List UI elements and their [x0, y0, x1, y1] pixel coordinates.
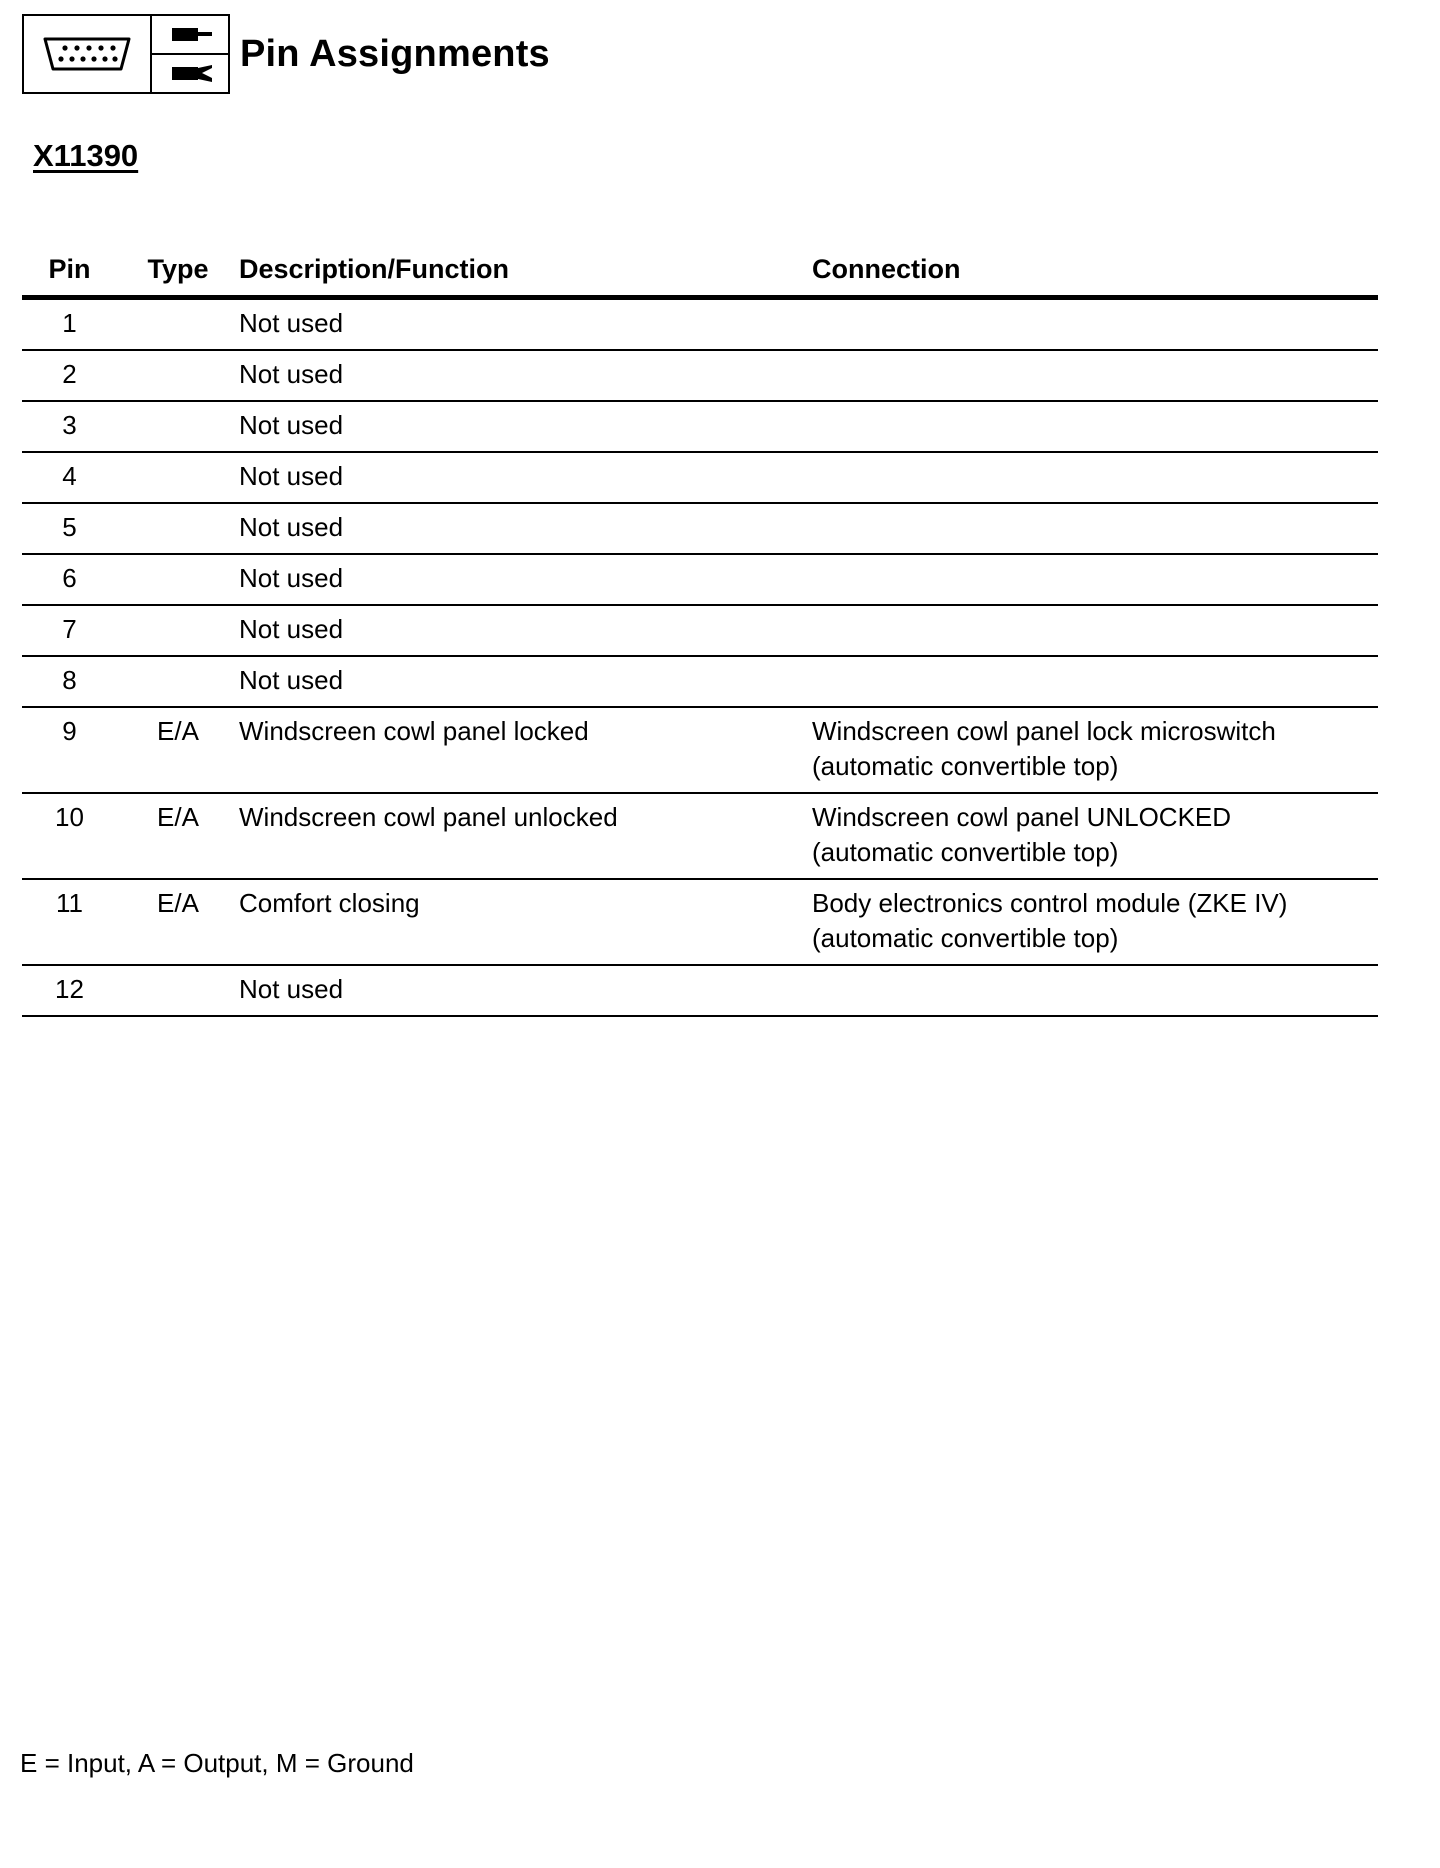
table-row: [22, 656, 1378, 707]
description-cell: [239, 298, 812, 351]
description-cell-text: Not used: [239, 308, 344, 338]
connection-cell: [812, 793, 1378, 879]
description-cell: [239, 350, 812, 401]
pin-direction-icon: [152, 16, 228, 92]
table-row: [22, 452, 1378, 503]
description-cell-text: Not used: [239, 359, 344, 389]
table-row: [22, 401, 1378, 452]
pin-cell-text: 1: [62, 308, 77, 338]
pin-cell: [22, 707, 117, 793]
type-legend: E = Input, A = Output, M = Ground: [20, 1748, 414, 1778]
pin-cell: [22, 452, 117, 503]
pin-cell: [22, 298, 117, 351]
connection-cell: [812, 879, 1378, 965]
type-cell: [117, 707, 239, 793]
pin-cell: [22, 554, 117, 605]
type-cell: [117, 879, 239, 965]
pin-cell: [22, 605, 117, 656]
pin-cell: [22, 656, 117, 707]
description-cell: [239, 401, 812, 452]
type-cell: [117, 298, 239, 351]
table-row: [22, 965, 1378, 1016]
pin-cell-text: 9: [62, 716, 77, 746]
description-cell-text: Not used: [239, 461, 344, 491]
description-cell-text: Not used: [239, 563, 344, 593]
connector-icon-box: [22, 14, 230, 94]
page-header: [22, 14, 550, 94]
type-cell: [117, 350, 239, 401]
description-cell-text: Not used: [239, 512, 344, 542]
pin-cell: [22, 793, 117, 879]
connection-note-text: (automatic convertible top): [812, 751, 1119, 781]
type-cell: [117, 656, 239, 707]
table-row: [22, 879, 1378, 965]
type-cell-text: E/A: [157, 802, 199, 832]
description-cell-text: Windscreen cowl panel locked: [239, 716, 589, 746]
connection-cell: [812, 605, 1378, 656]
connection-cell-text: Body electronics control module (ZKE IV): [812, 888, 1288, 918]
type-cell: [117, 554, 239, 605]
connection-cell: [812, 298, 1378, 351]
type-cell: [117, 793, 239, 879]
description-cell: [239, 452, 812, 503]
pin-table: [22, 250, 1378, 1017]
type-cell: [117, 401, 239, 452]
connection-cell: [812, 554, 1378, 605]
pin-cell-text: 8: [62, 665, 77, 695]
description-cell: [239, 656, 812, 707]
table-row: [22, 350, 1378, 401]
connection-cell: [812, 656, 1378, 707]
connector-id: X11390: [33, 138, 139, 173]
pin-cell: [22, 401, 117, 452]
pin-cell-text: 10: [55, 802, 84, 832]
description-cell: [239, 793, 812, 879]
description-cell-text: Comfort closing: [239, 888, 420, 918]
connection-cell-text: Windscreen cowl panel UNLOCKED: [812, 802, 1232, 832]
description-cell-text: Windscreen cowl panel unlocked: [239, 802, 618, 832]
pin-cell: [22, 965, 117, 1016]
connection-cell: [812, 401, 1378, 452]
column-header-description: Description/Function: [239, 250, 812, 298]
type-cell-text: E/A: [157, 716, 199, 746]
table-row: [22, 707, 1378, 793]
description-cell: [239, 503, 812, 554]
pin-cell-text: 6: [62, 563, 77, 593]
column-header-type: Type: [117, 250, 239, 298]
table-header-row: [22, 250, 1378, 298]
pin-out-icon: [152, 16, 228, 55]
description-cell-text: Not used: [239, 614, 344, 644]
pin-table-body: [22, 298, 1378, 1017]
table-row: [22, 793, 1378, 879]
pin-cell-text: 11: [56, 888, 83, 918]
pin-cell-text: 2: [62, 359, 77, 389]
description-cell-text: Not used: [239, 665, 344, 695]
connection-note-text: (automatic convertible top): [812, 837, 1119, 867]
table-row: [22, 298, 1378, 351]
column-header-pin: Pin: [22, 250, 117, 298]
description-cell: [239, 965, 812, 1016]
description-cell-text: Not used: [239, 974, 344, 1004]
pin-cell-text: 7: [62, 614, 77, 644]
connection-cell: [812, 503, 1378, 554]
connection-cell: [812, 707, 1378, 793]
type-cell: [117, 605, 239, 656]
table-row: [22, 605, 1378, 656]
pin-cell-text: 4: [62, 461, 77, 491]
connection-note-text: (automatic convertible top): [812, 923, 1119, 953]
description-cell: [239, 707, 812, 793]
pin-cell-text: 3: [62, 410, 77, 440]
description-cell: [239, 605, 812, 656]
connection-cell: [812, 452, 1378, 503]
pin-cell: [22, 879, 117, 965]
connection-cell: [812, 965, 1378, 1016]
connection-cell-text: Windscreen cowl panel lock microswitch: [812, 716, 1276, 746]
description-cell: [239, 879, 812, 965]
connector-plug-icon: [24, 16, 152, 92]
type-cell: [117, 965, 239, 1016]
description-cell: [239, 554, 812, 605]
type-cell: [117, 503, 239, 554]
pin-cell-text: 5: [62, 512, 77, 542]
pin-cell: [22, 350, 117, 401]
type-cell-text: E/A: [157, 888, 199, 918]
page-title: Pin Assignments: [240, 32, 550, 75]
type-cell: [117, 452, 239, 503]
table-row: [22, 503, 1378, 554]
column-header-connection: Connection: [812, 250, 1378, 298]
description-cell-text: Not used: [239, 410, 344, 440]
connection-cell: [812, 350, 1378, 401]
table-row: [22, 554, 1378, 605]
pin-in-icon: [152, 55, 228, 92]
pin-cell-text: 12: [55, 974, 84, 1004]
pin-cell: [22, 503, 117, 554]
